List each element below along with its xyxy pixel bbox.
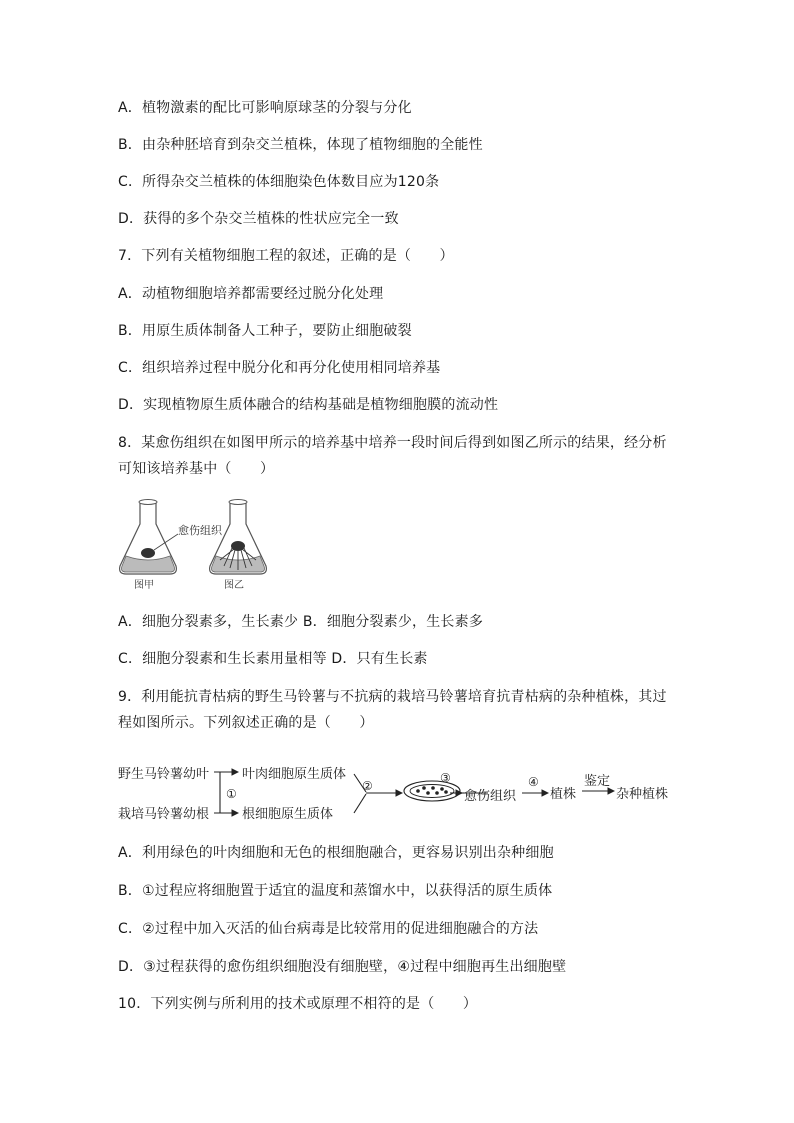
q7-option-d: D．实现植物原生质体融合的结构基础是植物细胞膜的流动性	[118, 397, 499, 413]
q6-option-d: D．获得的多个杂交兰植株的性状应完全一致	[118, 211, 399, 227]
q9-option-b: B．①过程应将细胞置于适宜的温度和蒸馏水中，以获得活的原生质体	[118, 883, 553, 899]
q6-option-c: C．所得杂交兰植株的体细胞染色体数目应为120条	[118, 174, 440, 190]
q6-option-b: B．由杂种胚培育到杂交兰植株，体现了植物细胞的全能性	[118, 137, 483, 153]
q10-stem: 10．下列实例与所利用的技术或原理不相符的是（ ）	[118, 996, 478, 1012]
mesophyll-protoplast-label: 叶肉细胞原生质体	[242, 767, 347, 782]
q8-stem: 8．某愈伤组织在如图甲所示的培养基中培养一段时间后得到如图乙所示的结果，经分析可知该培养基中（ ）	[118, 435, 667, 477]
petri-dish-icon	[404, 781, 460, 801]
q9-process-diagram	[116, 758, 684, 830]
q7-option-c: C．组织培养过程中脱分化和再分化使用相同培养基	[118, 360, 441, 376]
figure-yi-label: 图乙	[224, 580, 244, 591]
step-3-marker: ③	[440, 771, 451, 785]
step-2-marker: ②	[362, 779, 373, 793]
figure-jia-label: 图甲	[134, 580, 154, 591]
cultivated-root-label: 栽培马铃薯幼根	[118, 807, 210, 822]
q7-option-a: A．动植物细胞培养都需要经过脱分化处理	[118, 286, 384, 302]
callus-label: 愈伤组织	[178, 524, 222, 537]
q9-option-d: D．③过程获得的愈伤组织细胞没有细胞壁，④过程中细胞再生出细胞壁	[118, 959, 567, 975]
plant-label: 植株	[550, 787, 577, 802]
q8-option-cd: C．细胞分裂素和生长素用量相等 D．只有生长素	[118, 651, 428, 667]
q9-option-a: A．利用绿色的叶肉细胞和无色的根细胞融合，更容易识别出杂种细胞	[118, 845, 554, 861]
hybrid-plant-label: 杂种植株	[616, 787, 669, 802]
q6-option-a: A．植物激素的配比可影响原球茎的分裂与分化	[118, 100, 412, 116]
q7-option-b: B．用原生质体制备人工种子，要防止细胞破裂	[118, 323, 412, 339]
wild-leaf-label: 野生马铃薯幼叶	[118, 767, 210, 782]
q8-flask-figure	[118, 494, 268, 592]
step-4-marker: ④	[528, 775, 539, 789]
q9-stem: 9．利用能抗青枯病的野生马铃薯与不抗病的栽培马铃薯培育抗青枯病的杂种植株，其过程如图所示。下列叙述正确的是（ ）	[118, 689, 667, 731]
q7-stem: 7．下列有关植物细胞工程的叙述，正确的是（ ）	[118, 248, 454, 264]
q9-option-c: C．②过程中加入灭活的仙台病毒是比较常用的促进细胞融合的方法	[118, 921, 539, 937]
root-protoplast-label: 根细胞原生质体	[242, 807, 334, 822]
q8-option-ab: A．细胞分裂素多，生长素少 B．细胞分裂素少，生长素多	[118, 614, 484, 630]
callus-label: 愈伤组织	[464, 789, 517, 804]
identify-label: 鉴定	[584, 774, 611, 789]
flask-jia-icon	[120, 500, 177, 575]
step-1-marker: ①	[226, 787, 237, 801]
